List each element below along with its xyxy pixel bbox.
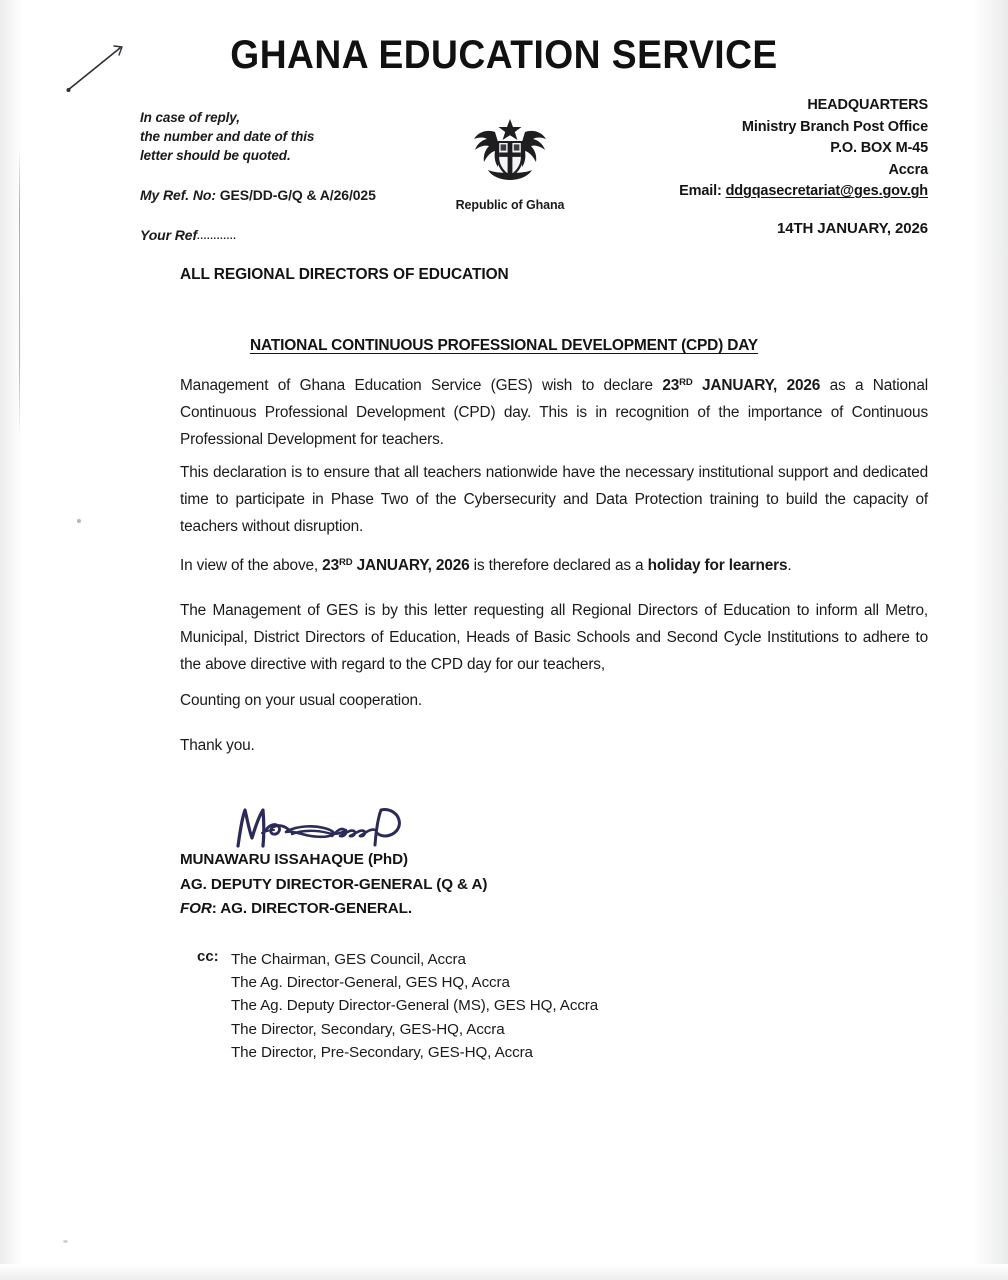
cc-recipient: The Ag. Deputy Director-General (MS), GES HQ, Accra	[231, 997, 599, 1015]
closing-thanks: Thank you.	[180, 737, 255, 754]
reply-note-line-3: letter should be quoted.	[140, 148, 291, 163]
cc-label: cc:	[197, 948, 219, 965]
cc-recipient: The Ag. Director-General, GES HQ, Accra	[231, 974, 510, 992]
scan-artifact-line	[19, 148, 20, 438]
address-line-4: Accra	[888, 161, 928, 178]
signer-title: AG. DEPUTY DIRECTOR-GENERAL (Q & A)	[180, 875, 488, 893]
your-reference-field	[140, 227, 470, 243]
address-email-row	[679, 181, 928, 203]
paragraph-3	[180, 549, 928, 579]
signer-for-line	[180, 897, 487, 922]
scan-artifact-speck	[77, 519, 81, 523]
coat-of-arms-caption: Republic of Ghana	[455, 198, 565, 212]
paragraph-3-date-suffix: RD	[338, 557, 353, 568]
address-line-3: P.O. BOX M-45	[830, 140, 928, 156]
reply-note-line-1: In case of reply,	[140, 110, 240, 125]
paragraph-3-date	[322, 557, 469, 574]
address-line-2: Ministry Branch Post Office	[741, 118, 928, 135]
headquarters-address	[679, 95, 928, 203]
paragraph-1-date	[662, 377, 820, 394]
page-title: GHANA EDUCATION SERVICE	[230, 33, 778, 77]
scan-artifact-speck	[63, 1240, 68, 1243]
paragraph-1-date-number: 23	[662, 376, 680, 394]
subject-heading-text: NATIONAL CONTINUOUS PROFESSIONAL DEVELOPMENT (CPD) DAY	[250, 337, 758, 354]
cc-recipient: The Chairman, GES Council, Accra	[231, 951, 466, 968]
email-address-link[interactable]: ddgqasecretariat@ges.gov.gh	[725, 183, 928, 199]
cc-recipient: The Director, Pre-Secondary, GES-HQ, Accra	[231, 1043, 533, 1061]
subject-heading	[0, 337, 1008, 355]
scan-edge-left	[0, 0, 22, 1280]
address-line-1: HEADQUARTERS	[807, 97, 928, 113]
signature-block	[180, 848, 487, 922]
reply-note-line-2: the number and date of this	[140, 129, 315, 144]
paragraph-3-holiday-emphasis: holiday for learners	[647, 556, 788, 574]
signer-for-label: FOR	[180, 900, 212, 917]
paragraph-1-date-rest: JANUARY, 2026	[692, 376, 821, 394]
paragraph-3-part-a: In view of the above,	[180, 556, 323, 574]
signer-for-value: : AG. DIRECTOR-GENERAL.	[211, 900, 412, 917]
paragraph-3-part-c: .	[787, 556, 792, 574]
letter-date: 14TH JANUARY, 2026	[776, 220, 928, 237]
my-reference-value: GES/DD-G/Q & A/26/025	[219, 187, 376, 203]
addressee: ALL REGIONAL DIRECTORS OF EDUCATION	[180, 266, 509, 283]
paragraph-1-part-a: Management of Ghana Education Service (GES) wish to declare	[180, 376, 663, 394]
coat-of-arms-block	[420, 112, 600, 212]
your-reference-dots: ............	[197, 231, 237, 242]
scan-edge-right	[972, 0, 1008, 1280]
ghana-coat-of-arms-icon	[462, 112, 558, 190]
paragraph-2: This declaration is to ensure that all teachers nationwide have the necessary institutional support and dedicated time to participate in Phase Two of the Cybersecurity and Data Protection training to build the capacity of teachers without disruption.	[180, 464, 928, 535]
your-reference-label: Your Ref	[140, 227, 198, 243]
email-label: Email:	[679, 183, 722, 199]
paragraph-4: The Management of GES is by this letter requesting all Regional Directors of Education to inform all Metro, Municipal, District Directors of Education, Heads of Basic Schools and Second Cycle Institutions to adhere to the above directive with regard to the CPD day for our teachers,	[180, 602, 928, 673]
paragraph-1-part-b: as a National Continuous Professional Development (CPD) day. This is in recognition of the importance of Continuous Professional Development for teachers.	[180, 376, 928, 448]
my-reference-label: My Ref. No:	[140, 187, 216, 203]
scan-edge-bottom	[0, 1264, 1008, 1280]
paragraph-1-date-suffix: RD	[679, 377, 693, 388]
paragraph-3-date-rest: JANUARY, 2026	[352, 556, 470, 574]
handwritten-signature-icon	[232, 800, 422, 855]
paragraph-3-date-number: 23	[322, 556, 339, 574]
paragraph-1	[180, 369, 928, 453]
signer-name: MUNAWARU ISSAHAQUE (PhD)	[180, 851, 408, 868]
closing-cooperation: Counting on your usual cooperation.	[180, 692, 423, 709]
cc-recipient-list	[231, 948, 598, 1064]
cc-recipient: The Director, Secondary, GES-HQ, Accra	[231, 1020, 505, 1038]
paragraph-3-part-b: is therefore declared as a	[469, 556, 648, 574]
